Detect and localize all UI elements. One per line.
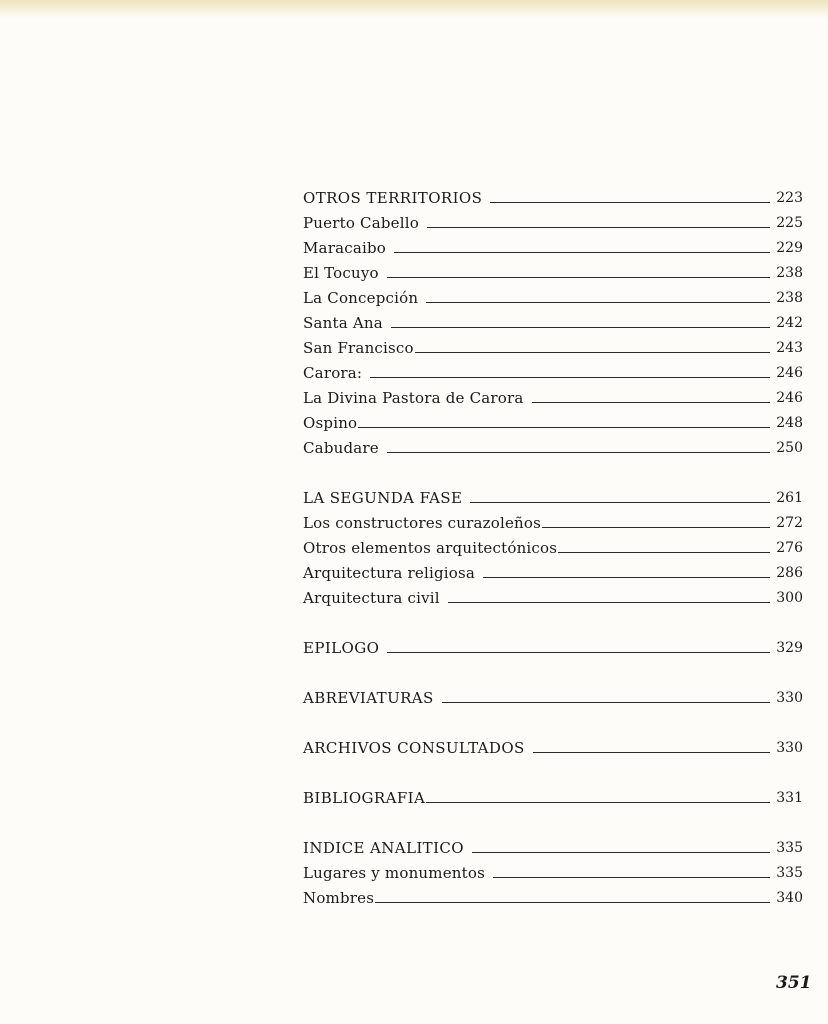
toc-entry-title: Cabudare [303,439,379,457]
section-gap [303,757,803,782]
toc-entry-page: 261 [776,490,803,506]
page-top-edge [0,0,828,18]
toc-entry-title: Arquitectura civil [303,589,440,607]
toc-entry-title: Puerto Cabello [303,214,419,232]
toc-section-epilogo [303,632,803,657]
dot-leader [387,276,771,278]
section-gap [303,457,803,482]
toc-entry-title: Lugares y monumentos [303,864,486,882]
dot-leader [387,651,770,653]
toc-entry-title: ARCHIVOS CONSULTADOS [303,739,525,757]
toc-entry-title: Maracaibo [303,239,386,257]
toc-entry [303,857,803,882]
toc-entry-title: Otros elementos arquitectónicos [303,539,558,557]
toc-entry-title: La Concepción [303,289,419,307]
toc-entry-page: 340 [776,890,803,906]
toc-entry-page: 238 [776,290,803,306]
toc-entry [303,382,803,407]
toc-heading [303,832,803,857]
dot-leader [532,401,771,403]
toc-section-indice [303,832,803,907]
toc-entry [303,232,803,257]
toc-entry-title: ABREVIATURAS [303,689,434,707]
toc-entry [303,882,803,907]
dot-leader [442,701,771,703]
toc-entry-page: 238 [776,265,803,281]
toc-entry [303,282,803,307]
toc-heading [303,782,803,807]
toc-entry-page: 335 [776,865,803,881]
table-of-contents [303,182,803,907]
toc-entry [303,532,803,557]
toc-entry-page: 242 [776,315,803,331]
toc-entry-page: 250 [776,440,803,456]
toc-entry [303,357,803,382]
dot-leader [415,351,771,353]
toc-entry-page: 223 [776,190,803,206]
toc-entry-title: BIBLIOGRAFIA [303,789,426,807]
dot-leader [448,601,770,603]
toc-entry [303,507,803,532]
toc-entry [303,557,803,582]
dot-leader [493,876,770,878]
toc-entry-title: LA SEGUNDA FASE [303,489,463,507]
toc-entry-page: 330 [776,690,803,706]
dot-leader [490,201,770,203]
toc-entry [303,257,803,282]
toc-section-segunda-fase [303,482,803,607]
section-gap [303,607,803,632]
section-gap [303,807,803,832]
dot-leader [426,801,770,803]
dot-leader [426,301,770,303]
toc-heading [303,182,803,207]
toc-entry-page: 276 [776,540,803,556]
toc-entry-page: 225 [776,215,803,231]
dot-leader [391,326,770,328]
toc-entry-page: 335 [776,840,803,856]
dot-leader [533,751,771,753]
toc-entry-page: 248 [776,415,803,431]
toc-heading [303,732,803,757]
toc-entry [303,432,803,457]
dot-leader [558,551,770,553]
toc-entry [303,582,803,607]
toc-entry-title: Ospino [303,414,358,432]
dot-leader [470,501,770,503]
toc-entry [303,307,803,332]
toc-entry-title: Carora: [303,364,363,382]
toc-entry [303,207,803,232]
toc-entry-title: EPILOGO [303,639,380,657]
dot-leader [542,526,770,528]
dot-leader [427,226,770,228]
dot-leader [387,451,770,453]
toc-entry-title: San Francisco [303,339,414,357]
section-gap [303,657,803,682]
dot-leader [370,376,770,378]
toc-entry [303,407,803,432]
toc-entry-page: 330 [776,740,803,756]
toc-entry-page: 331 [776,790,803,806]
toc-section-otros-territorios [303,182,803,457]
toc-entry-page: 272 [776,515,803,531]
toc-section-archivos [303,732,803,757]
toc-entry-page: 329 [776,640,803,656]
toc-entry-title: Nombres [303,889,375,907]
toc-entry-title: Santa Ana [303,314,383,332]
toc-entry-title: La Divina Pastora de Carora [303,389,524,407]
toc-entry-page: 229 [776,240,803,256]
toc-heading [303,682,803,707]
toc-entry-page: 286 [776,565,803,581]
dot-leader [472,851,770,853]
toc-entry-title: El Tocuyo [303,264,379,282]
toc-heading [303,482,803,507]
section-gap [303,707,803,732]
dot-leader [358,426,770,428]
toc-entry-title: INDICE ANALITICO [303,839,464,857]
dot-leader [483,576,770,578]
toc-entry-title: OTROS TERRITORIOS [303,189,483,207]
toc-entry-page: 246 [776,390,803,406]
toc-entry-page: 300 [776,590,803,606]
toc-entry-title: Arquitectura religiosa [303,564,476,582]
toc-entry-page: 243 [776,340,803,356]
page-number: 351 [776,973,812,993]
dot-leader [375,901,770,903]
toc-section-bibliografia [303,782,803,807]
dot-leader [394,251,770,253]
toc-heading [303,632,803,657]
toc-entry-title: Los constructores curazoleños [303,514,542,532]
toc-section-abreviaturas [303,682,803,707]
toc-entry-page: 246 [776,365,803,381]
toc-entry [303,332,803,357]
